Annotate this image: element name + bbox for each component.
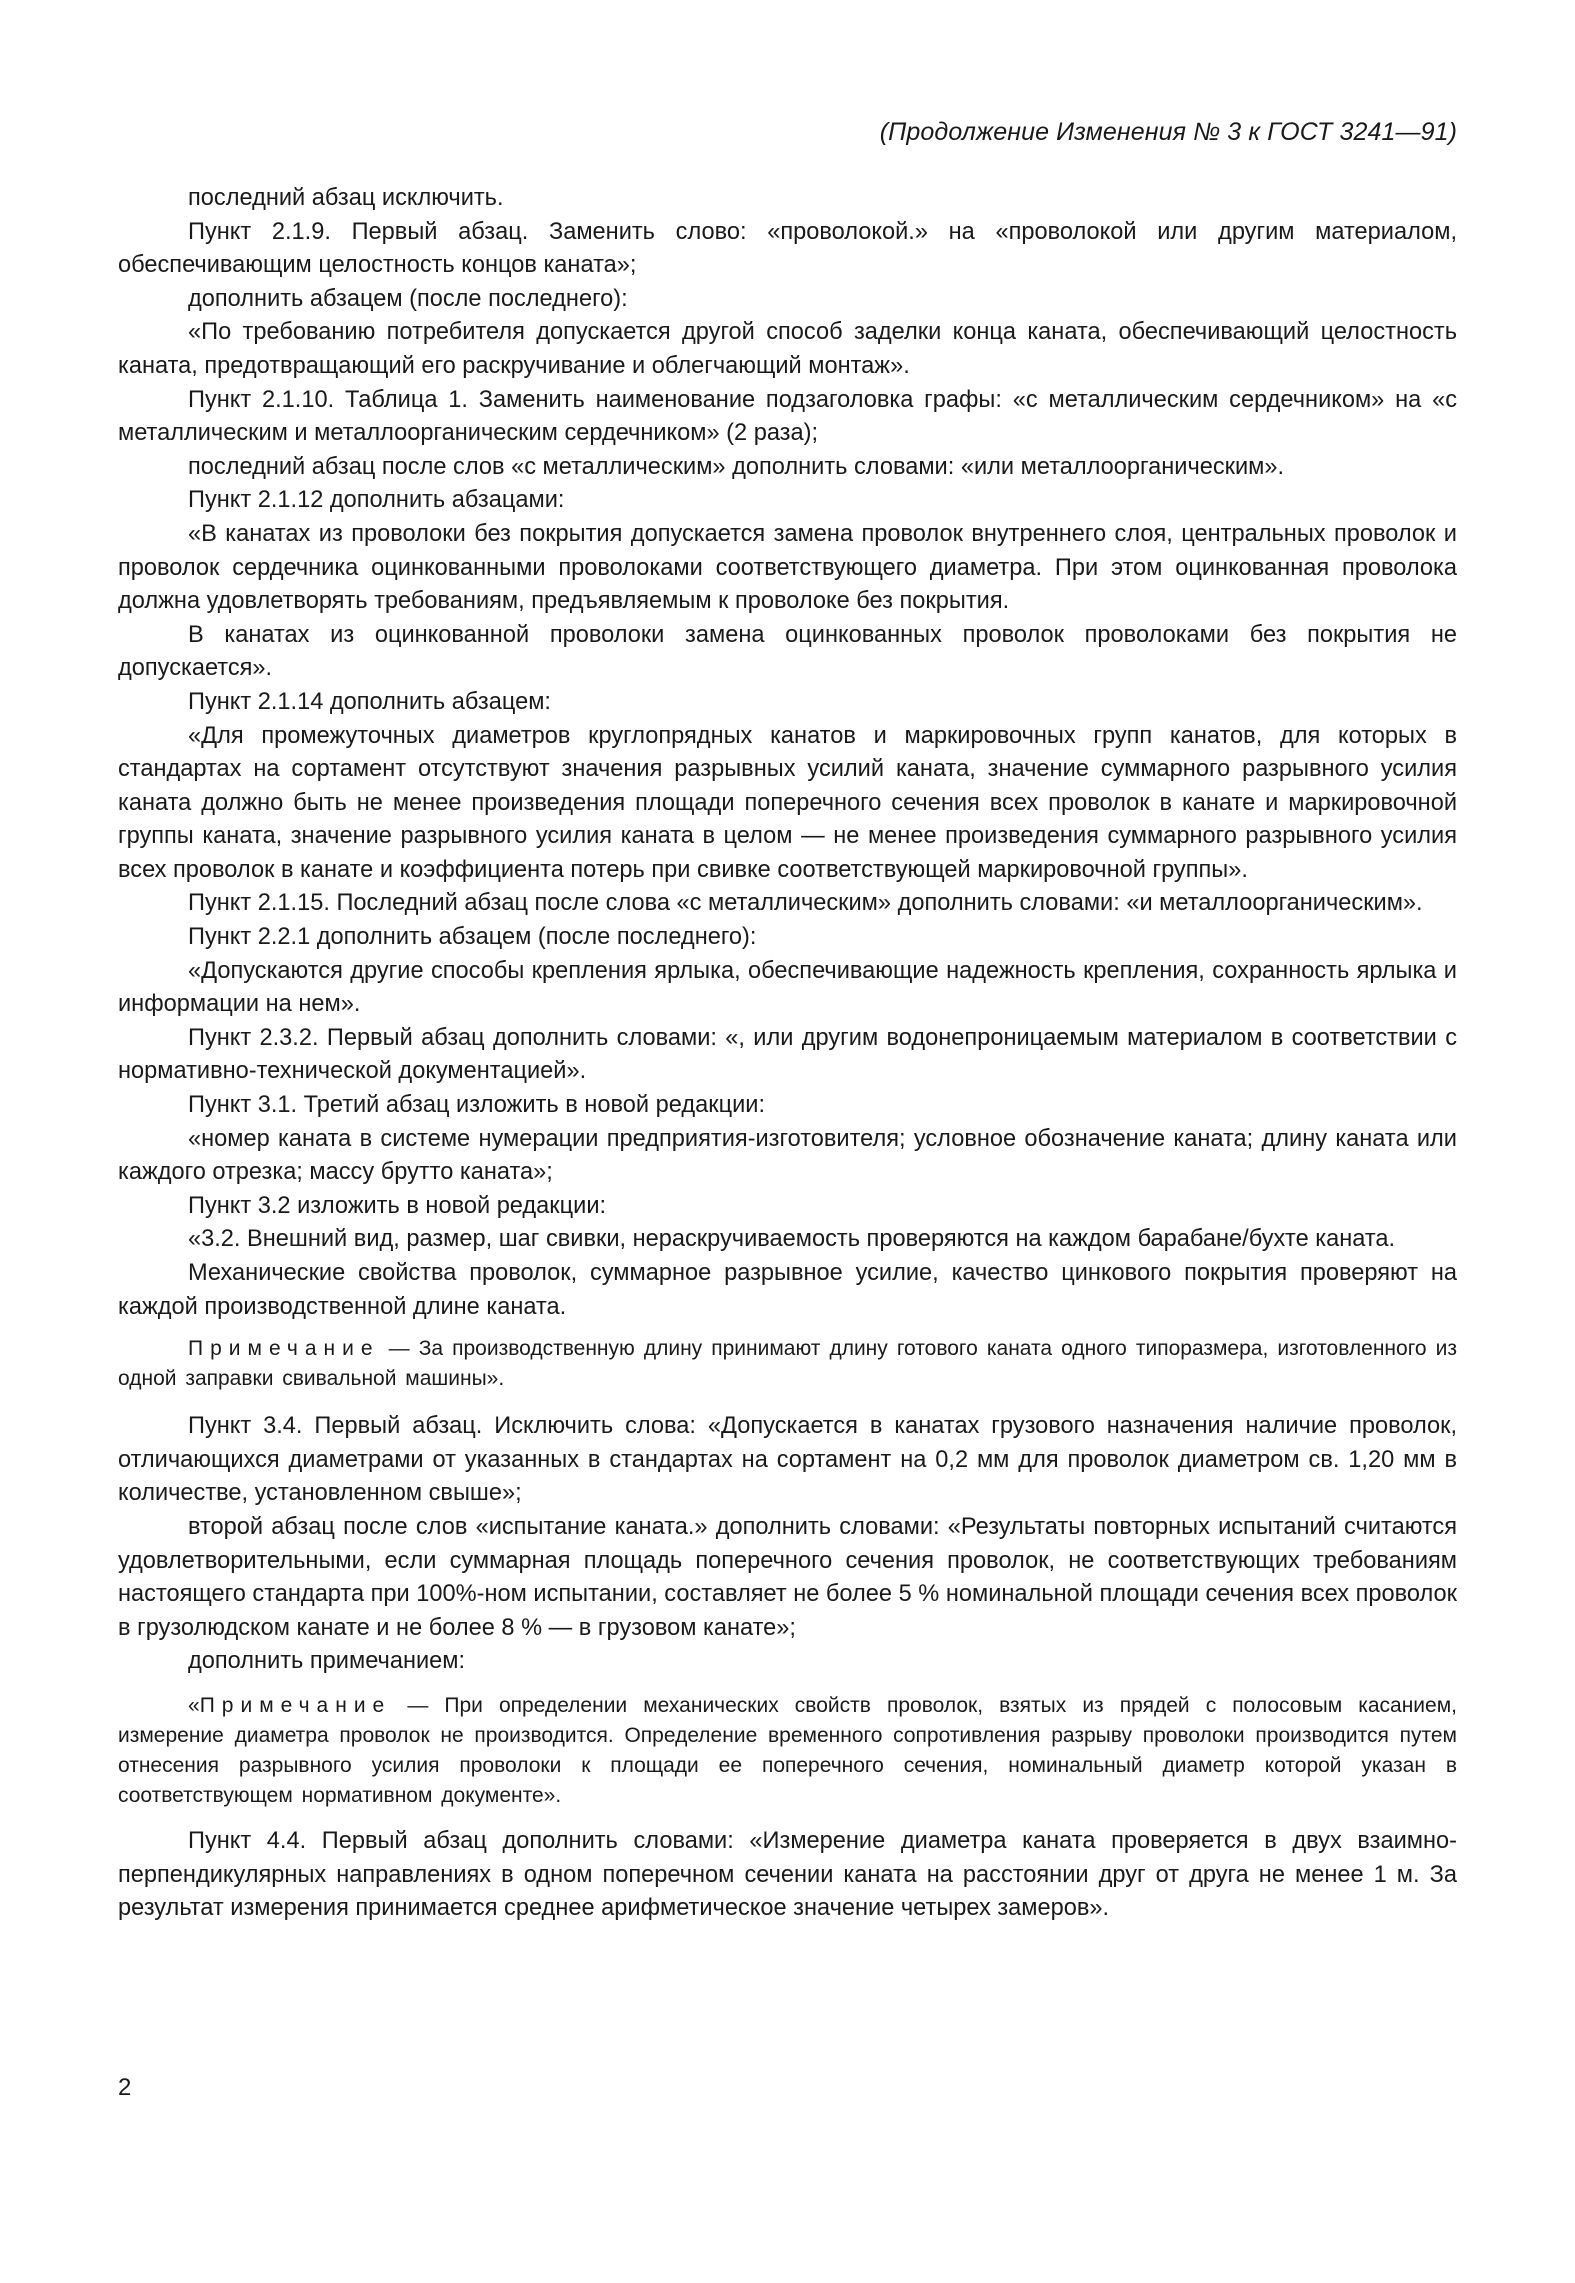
- paragraph-quote: «номер каната в системе нумерации предприятия-изготовителя; условное обозначение каната; длину каната или каждого отрезка; массу брутто каната»;: [118, 1125, 1457, 1186]
- note-label: Примечание: [199, 1693, 392, 1717]
- paragraph: последний абзац после слов «с металлическим» дополнить словами: «или металлоорганическим».: [188, 453, 1285, 480]
- paragraph-quote: «3.2. Внешний вид, размер, шаг свивки, нераскручиваемость проверяются на каждом барабане/бухте каната.: [188, 1226, 1396, 1253]
- paragraph: дополнить примечанием:: [188, 1648, 466, 1675]
- note: [118, 1334, 1457, 1394]
- paragraph-quote: В канатах из оцинкованной проволоки замена оцинкованных проволок проволоками без покрытия не допускается».: [118, 621, 1457, 682]
- paragraph-quote: «Для промежуточных диаметров круглопрядных канатов и маркировочных групп канатов, для которых в стандартах на сортамент отсутствуют значения разрывных усилий каната, значение суммарного разрывного усилия каната должно быть не менее произведения площади поперечного сечения всех проволок в канате и маркировочной группы каната, значение разрывного усилия каната в целом — не менее произведения суммарного разрывного усилия всех проволок в канате и коэффициента потерь при свивке соответствующей маркировочной группы».: [118, 722, 1457, 883]
- paragraph-quote: «По требованию потребителя допускается другой способ заделки конца каната, обеспечивающий целостность каната, предотвращающий его раскручивание и облегчающий монтаж».: [118, 319, 1457, 379]
- paragraph: последний абзац исключить.: [188, 185, 504, 211]
- note: [118, 1691, 1457, 1811]
- paragraph-clause-3-4: Пункт 3.4. Первый абзац. Исключить слова: «Допускается в канатах грузового назначения наличие проволок, отличающихся диаметрами от указанных в стандартах на сортамент на 0,2 мм для проволок диаметром св. 1,20 мм в количестве, установленном свыше»;: [118, 1413, 1457, 1507]
- paragraph-quote: Механические свойства проволок, суммарное разрывное усилие, качество цинкового покрытия проверяют на каждой производственной длине каната.: [118, 1260, 1457, 1320]
- running-head: (Продолжение Изменения № 3 к ГОСТ 3241—91): [879, 118, 1457, 146]
- paragraph: второй абзац после слов «испытание каната.» дополнить словами: «Результаты повторных испытаний считаются удовлетворительными, если суммарная площадь поперечного сечения проволок, не соответствующих требованиям настоящего стандарта при 100%-ном испытании, составляет не более 5 % номинальной площади сечения всех проволок в грузолюдском канате и не более 8 % — в грузовом канате»;: [118, 1513, 1457, 1641]
- note-label: Примечание: [188, 1337, 380, 1361]
- paragraph-clause-2-1-9: Пункт 2.1.9. Первый абзац. Заменить слово: «проволокой.» на «проволокой или другим материалом, обеспечивающим целостность концов каната»;: [118, 218, 1457, 279]
- paragraph: дополнить абзацем (после последнего):: [188, 285, 628, 312]
- paragraph-quote: «Допускаются другие способы крепления ярлыка, обеспечивающие надежность крепления, сохранность ярлыка и информации на нем».: [118, 957, 1457, 1018]
- paragraph-clause-3-1: Пункт 3.1. Третий абзац изложить в новой редакции:: [188, 1092, 765, 1119]
- page-number: 2: [118, 2074, 132, 2101]
- paragraph-clause-2-1-14: Пункт 2.1.14 дополнить абзацем:: [188, 688, 551, 715]
- note-text: — При определении механических свойств проволок, взятых из прядей с полосовым касанием, измерение диаметра проволок не производится. Определение временного сопротивления разрыву проволоки производится путем отнесения разрывного усилия проволоки к площади ее поперечного сечения, номинальный диаметр которой указан в соответствующем нормативном документе».: [118, 1693, 1457, 1807]
- paragraph-clause-2-1-12: Пункт 2.1.12 дополнить абзацами:: [188, 487, 565, 514]
- paragraph-clause-3-2: Пункт 3.2 изложить в новой редакции:: [188, 1192, 607, 1219]
- paragraph-clause-2-1-10: Пункт 2.1.10. Таблица 1. Заменить наименование подзаголовка графы: «с металлическим сердечником» на «с металлическим и металлоорганическим сердечником» (2 раза);: [118, 386, 1457, 447]
- paragraph-clause-2-3-2: Пункт 2.3.2. Первый абзац дополнить словами: «, или другим водонепроницаемым материалом в соответствии с нормативно-технической документацией».: [118, 1024, 1457, 1085]
- note-lead: «: [188, 1693, 200, 1717]
- document-body: [118, 182, 1457, 1926]
- paragraph-quote: «В канатах из проволоки без покрытия допускается замена проволок внутреннего слоя, центральных проволок и проволок сердечника оцинкованными проволоками соответствующего диаметра. При этом оцинкованная проволока должна удовлетворять требованиям, предъявляемым к проволоке без покрытия.: [118, 520, 1457, 615]
- paragraph-clause-2-1-15: Пункт 2.1.15. Последний абзац после слова «с металлическим» дополнить словами: «и металлоорганическим».: [188, 890, 1423, 917]
- note-text: — За производственную длину принимают длину готового каната одного типоразмера, изготовленного из одной заправки свивальной машины».: [118, 1337, 1457, 1391]
- paragraph-clause-2-2-1: Пункт 2.2.1 дополнить абзацем (после последнего):: [188, 924, 757, 951]
- paragraph-clause-4-4: Пункт 4.4. Первый абзац дополнить словами: «Измерение диаметра каната проверяется в двух взаимно-перпендикулярных направлениях в одном поперечном сечении каната на расстоянии друг от друга не менее 1 м. За результат измерения принимается среднее арифметическое значение четырех замеров».: [118, 1827, 1457, 1922]
